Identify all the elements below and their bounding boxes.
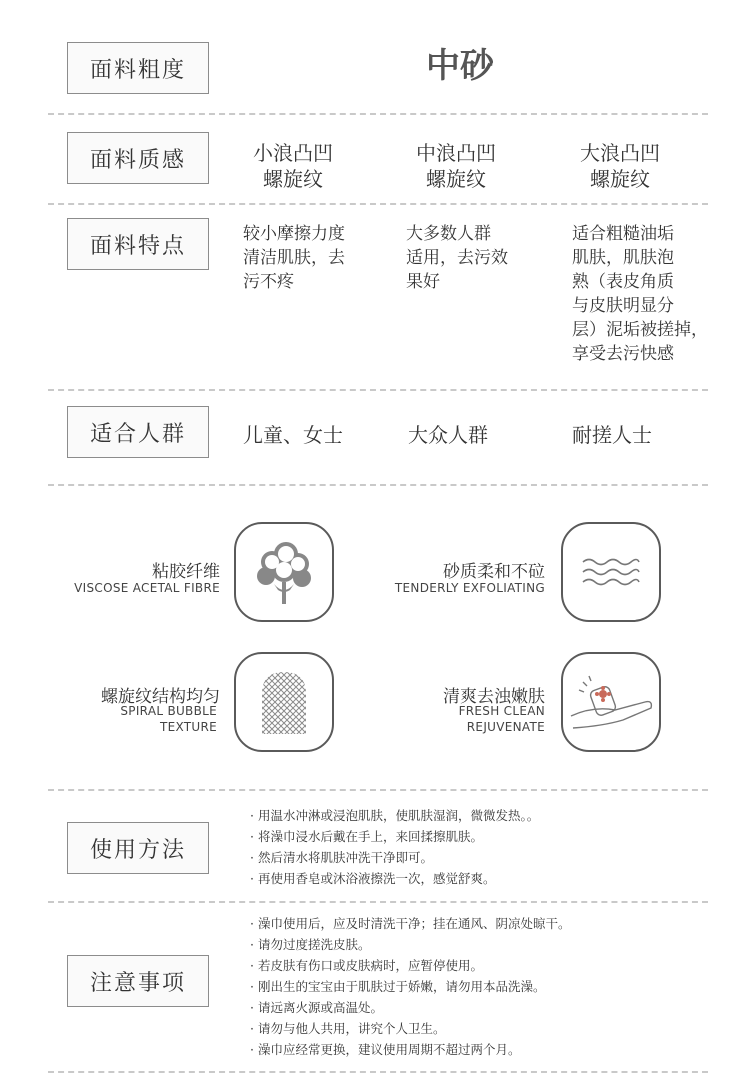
- feature-4-subtitle-1: FRESH CLEAN: [458, 704, 545, 718]
- features-col-2-line: 果好: [406, 272, 440, 292]
- caution-item: · 澡巾应经常更换，建议使用周期不超过两个月。: [250, 1042, 521, 1057]
- roughness-value: 中砂: [426, 46, 494, 86]
- caution-item: · 刚出生的宝宝由于肌肤过于娇嫩，请勿用本品洗澡。: [250, 979, 546, 994]
- features-col-2-line: 适用，去污效: [406, 248, 508, 268]
- feature-2-subtitle: TENDERLY EXFOLIATING: [394, 581, 545, 595]
- waves-icon: [563, 524, 659, 620]
- features-col-3-line: 适合粗糙油垢: [572, 224, 674, 244]
- feature-4-subtitle-2: REJUVENATE: [466, 720, 545, 734]
- features-label: 面料特点: [67, 218, 209, 270]
- caution-item: · 请远离火源或高温处。: [250, 1000, 383, 1015]
- features-col-1: [243, 222, 383, 294]
- feature-4-title: 清爽去浊嫩肤: [443, 687, 545, 707]
- texture-col-3-line2: 螺旋纹: [590, 167, 650, 191]
- audience-col-3: 耐搓人士: [572, 423, 652, 447]
- caution-label: 注意事项: [67, 955, 209, 1007]
- features-col-3-line: 享受去污快感: [572, 344, 674, 364]
- texture-col-1-line1: 小浪凸凹: [253, 141, 333, 165]
- features-col-1-line: 清洁肌肤，去: [243, 248, 345, 268]
- cotton-icon: [236, 524, 332, 620]
- divider: [48, 1071, 708, 1073]
- feature-1-frame: [234, 522, 334, 622]
- features-col-3-line: 与皮肤明显分: [572, 296, 674, 316]
- features-col-2-line: 大多数人群: [406, 224, 491, 244]
- texture-col-3-line1: 大浪凸凹: [580, 141, 660, 165]
- divider: [48, 113, 708, 115]
- arm-scrub-icon: [563, 654, 659, 750]
- caution-item: · 请勿与他人共用，讲究个人卫生。: [250, 1021, 446, 1036]
- feature-1-subtitle: VISCOSE ACETAL FIBRE: [74, 581, 220, 595]
- features-col-3-line: 熟（表皮角质: [572, 272, 674, 292]
- feature-3-subtitle-2: TEXTURE: [159, 720, 217, 734]
- divider: [48, 789, 708, 791]
- feature-1-title: 粘胶纤维: [152, 562, 220, 582]
- usage-item: · 再使用香皂或沐浴液擦洗一次，感觉舒爽。: [250, 871, 496, 886]
- feature-4-frame: [561, 652, 661, 752]
- caution-item: · 请勿过度搓洗皮肤。: [250, 937, 371, 952]
- usage-item: · 用温水冲淋或浸泡肌肤，使肌肤湿润，微微发热。。: [250, 808, 540, 823]
- audience-col-1: 儿童、女士: [243, 423, 343, 447]
- texture-col-1-line2: 螺旋纹: [263, 167, 323, 191]
- texture-col-2-line2: 螺旋纹: [426, 167, 486, 191]
- features-col-2: [406, 222, 546, 294]
- usage-item: · 然后清水将肌肤冲洗干净即可。: [250, 850, 433, 865]
- texture-col-2: [396, 140, 516, 192]
- feature-3-subtitle-1: SPIRAL BUBBLE: [120, 704, 217, 718]
- features-col-3-line: 肌肤，肌肤泡: [572, 248, 674, 268]
- features-col-3: [572, 222, 722, 366]
- texture-label: 面料质感: [67, 132, 209, 184]
- mesh-texture-icon: [236, 654, 332, 750]
- feature-2-frame: [561, 522, 661, 622]
- audience-col-2: 大众人群: [408, 423, 488, 447]
- roughness-label: 面料粗度: [67, 42, 209, 94]
- divider: [48, 203, 708, 205]
- features-col-1-line: 污不疼: [243, 272, 294, 292]
- caution-item: · 若皮肤有伤口或皮肤病时，应暂停使用。: [250, 958, 483, 973]
- usage-list: [250, 805, 539, 889]
- features-col-3-line: 层）泥垢被搓掉，: [572, 320, 708, 340]
- usage-label: 使用方法: [67, 822, 209, 874]
- audience-label: 适合人群: [67, 406, 209, 458]
- caution-item: · 澡巾使用后，应及时清洗干净；挂在通风、阴凉处晾干。: [250, 916, 571, 931]
- features-col-1-line: 较小摩擦力度: [243, 224, 345, 244]
- usage-item: · 将澡巾浸水后戴在手上，来回揉擦肌肤。: [250, 829, 483, 844]
- texture-col-1: [233, 140, 353, 192]
- divider: [48, 484, 708, 486]
- feature-3-frame: [234, 652, 334, 752]
- feature-2-title: 砂质柔和不砬: [443, 562, 545, 582]
- caution-list: [250, 913, 570, 1060]
- divider: [48, 901, 708, 903]
- texture-col-3: [560, 140, 680, 192]
- feature-3-title: 螺旋纹结构均匀: [101, 687, 220, 707]
- divider: [48, 389, 708, 391]
- texture-col-2-line1: 中浪凸凹: [416, 141, 496, 165]
